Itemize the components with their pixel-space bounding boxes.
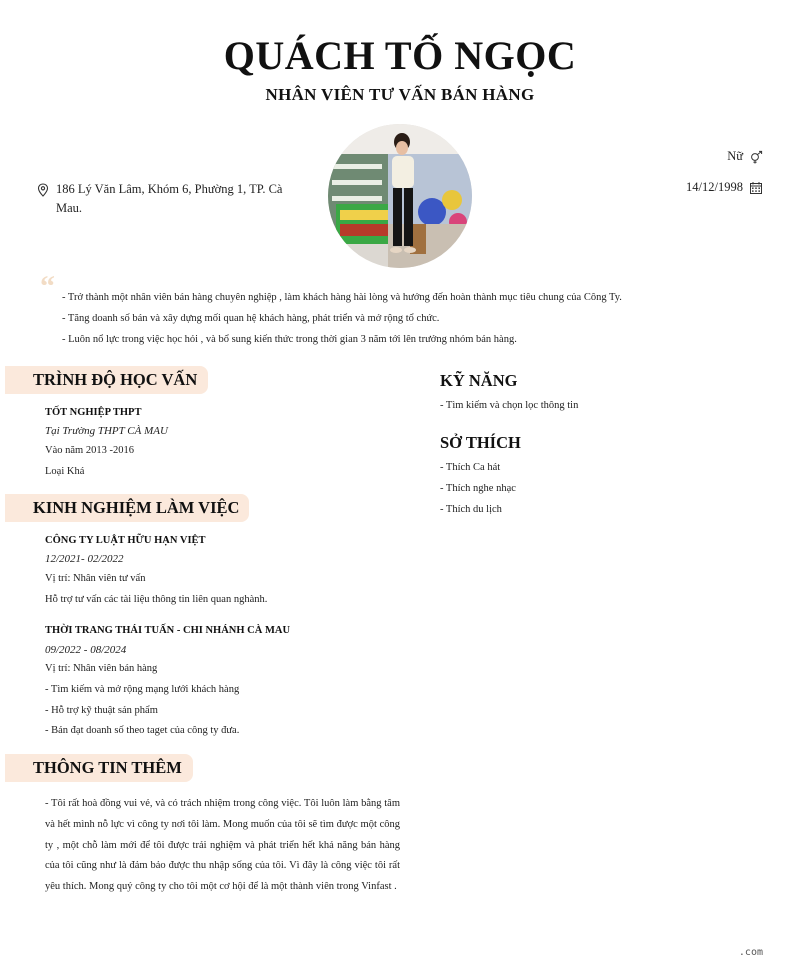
- address: [56, 180, 282, 218]
- address-line-2: Mau.: [56, 201, 83, 215]
- job-2-line-3: - Hỗ trợ kỹ thuật sản phẩm: [45, 705, 158, 716]
- profile-photo: [328, 124, 472, 268]
- job-1-period: 12/2021- 02/2022: [45, 553, 124, 565]
- map-pin-icon: [36, 183, 50, 202]
- additional-text: - Tôi rất hoà đồng vui vẻ, và có trách nhiệm trong công việc. Tôi luôn làm bằng tâm và hết mình nỗ lực vì công ty nơi tôi làm. Mong muốn của tôi sẽ tìm được một công ty , một chỗ làm mới để tôi được trải nghiệm và phát triển hết khả năng bán hàng của tôi cũng như là đảm bảo được thu nhập sống của tôi. Vì đây là công việc tôi rất yêu thích. Mong quý công ty cho tôi một cơ hội để là một thành viên trong Vinfast .: [45, 798, 400, 893]
- job-title: NHÂN VIÊN TƯ VẤN BÁN HÀNG: [265, 85, 535, 104]
- objective-line-1: - Trở thành một nhân viên bán hàng chuyên nghiệp , làm khách hàng hài lòng và hướng đến hoàn thành mục tiêu chung của Công Ty.: [62, 292, 622, 303]
- quote-icon: “: [40, 270, 55, 303]
- job-2-line-4: - Bán đạt doanh số theo taget của công ty đưa.: [45, 725, 240, 736]
- education-school: Tại Trường THPT CÀ MAU: [45, 425, 168, 437]
- job-1-line-1: Vị trí: Nhân viên tư vấn: [45, 573, 146, 584]
- education-heading-bar: [5, 366, 208, 394]
- hobbies-heading: SỞ THÍCH: [440, 433, 521, 452]
- gender: Nữ: [727, 149, 743, 163]
- job-1-company: CÔNG TY LUẬT HỮU HẠN VIỆT: [45, 535, 206, 546]
- job-2-line-2: - Tìm kiếm và mở rộng mạng lưới khách hàng: [45, 684, 240, 695]
- footer-watermark: .com: [738, 947, 763, 958]
- additional-heading-bar: [5, 754, 193, 782]
- experience-heading-bar: [5, 494, 249, 522]
- calendar-icon: [749, 181, 763, 200]
- education-degree: TỐT NGHIỆP THPT: [45, 407, 142, 418]
- experience-heading: KINH NGHIỆM LÀM VIỆC: [33, 498, 240, 517]
- job-2-line-1: Vị trí: Nhân viên bán hàng: [45, 663, 158, 674]
- hobby-item-2: - Thích nghe nhạc: [440, 483, 516, 494]
- job-2-company: THỜI TRANG THÁI TUẤN - CHI NHÁNH CÀ MAU: [45, 625, 291, 636]
- objective-line-2: - Tăng doanh số bán và xây dựng mối quan hệ khách hàng, phát triển và mở rộng tổ chức.: [62, 313, 440, 324]
- gender-icon: [749, 150, 763, 169]
- hobby-item-1: - Thích Ca hát: [440, 462, 501, 473]
- objective-line-3: - Luôn nổ lực trong việc học hỏi , và bổ sung kiến thức trong thời gian 3 năm tới lên trưởng nhóm bán hàng.: [62, 334, 517, 345]
- education-grade: Loại Khá: [45, 466, 85, 477]
- skills-heading: KỸ NĂNG: [440, 371, 518, 390]
- candidate-name: QUÁCH TỐ NGỌC: [223, 33, 577, 78]
- address-line-1: 186 Lý Văn Lâm, Khóm 6, Phường 1, TP. Cà: [56, 182, 283, 196]
- birthdate: 14/12/1998: [686, 180, 743, 194]
- skill-item: - Tìm kiếm và chọn lọc thông tin: [440, 400, 579, 411]
- job-1-line-2: Hỗ trợ tư vấn các tài liệu thông tin liên quan nghành.: [45, 594, 268, 605]
- education-years: Vào năm 2013 -2016: [45, 445, 134, 456]
- hobby-item-3: - Thích du lịch: [440, 504, 502, 515]
- job-2-period: 09/2022 - 08/2024: [45, 644, 127, 656]
- education-heading: TRÌNH ĐỘ HỌC VẤN: [33, 370, 198, 389]
- additional-heading: THÔNG TIN THÊM: [33, 758, 182, 777]
